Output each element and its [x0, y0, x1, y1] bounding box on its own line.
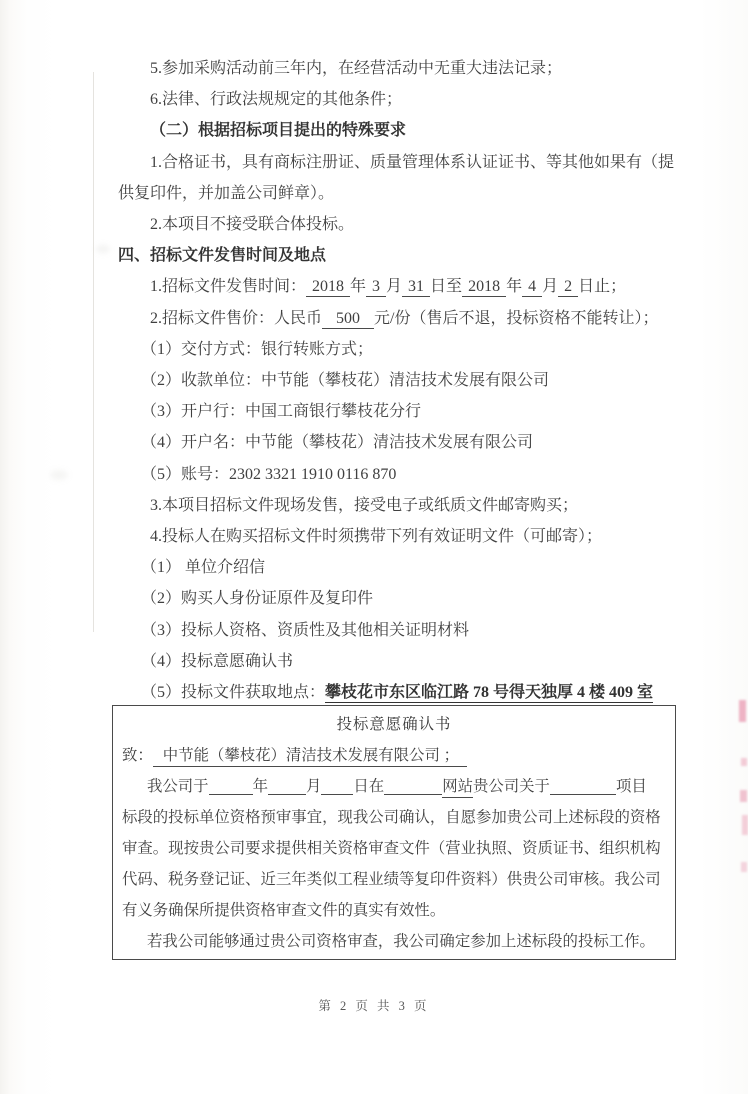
- scan-smudge: [50, 470, 68, 480]
- location-address: 攀枝花市东区临江路 78 号得天独厚 4 楼 409 室: [325, 684, 654, 702]
- text-line-item-5: 5.参加采购活动前三年内，在经营活动中无重大违法记录；: [150, 60, 563, 77]
- price-value: 500: [322, 310, 374, 329]
- day-label: 日在: [353, 778, 385, 795]
- text-line-para2: 若我公司能够通过贵公司资格审查，我公司确定参加上述标段的投标工作。: [147, 933, 655, 950]
- scan-bleed-mark: [742, 815, 748, 835]
- month-blank-field: [268, 779, 306, 795]
- sale-end-month: 4: [522, 278, 542, 297]
- text-line-item-3: 3.本项目招标文件现场发售，接受电子或纸质文件邮寄购买；: [150, 496, 579, 514]
- year-label: 年: [506, 278, 523, 296]
- sale-end-day: 2: [558, 278, 578, 297]
- site-label: 网站: [442, 778, 473, 798]
- to-label: 日至: [430, 278, 463, 296]
- sale-start-year: 2018: [306, 278, 350, 297]
- text-line-cert-2: 供复印件，并加盖公司鲜章）。: [118, 184, 335, 202]
- month-label: 月: [305, 778, 322, 795]
- text-line-no-consortium: 2.本项目不接受联合体投标。: [150, 216, 355, 234]
- text-line-item-4: 4.投标人在购买招标文件时须携带下列有效证明文件（可邮寄）；: [150, 528, 603, 546]
- website-blank-field: [384, 779, 442, 795]
- para1-start: 我公司于: [147, 778, 209, 795]
- text-line-to: [122, 740, 666, 771]
- text-line-para1: [122, 771, 666, 802]
- confirmation-title: 投标意愿确认书: [336, 716, 452, 733]
- text-line-doc-2: （2）购买人身份证原件及复印件: [141, 590, 374, 608]
- page-number-footer: 第 2 页 共 3 页: [318, 999, 430, 1013]
- location-prefix: （5）投标文件获取地点：: [141, 684, 326, 702]
- para1-end: 项目: [615, 778, 647, 795]
- text-line-pay-method: （1）交付方式：银行转账方式；: [141, 340, 374, 358]
- section-heading-sale-time: 四、招标文件发售时间及地点: [118, 247, 327, 265]
- text-line-bank: （3）开户行：中国工商银行攀枝花分行: [141, 403, 422, 421]
- to-company-name: 中节能（攀枝花）清洁技术发展有限公司 ；: [153, 747, 467, 767]
- scan-bleed-mark: [740, 790, 747, 802]
- scan-smudge: [96, 245, 110, 253]
- to-label: 致：: [122, 747, 153, 764]
- text-line-item-6: 6.法律、行政法规规定的其他条件；: [150, 91, 403, 109]
- year-blank-field: [209, 779, 253, 795]
- sale-time-prefix: 1.招标文件发售时间：: [150, 278, 307, 296]
- text-line-sale-time: [118, 271, 704, 302]
- price-suffix: 元/份（售后不退，投标资格不能转让）；: [374, 309, 659, 327]
- bid-intent-confirmation-box: [112, 705, 676, 960]
- text-line-account-name: （4）开户名：中节能（攀枝花）清洁技术发展有限公司: [141, 434, 534, 452]
- section-heading-special-requirements: （二）根据招标项目提出的特殊要求: [150, 122, 407, 140]
- sale-start-month: 3: [366, 278, 386, 297]
- year-label: 年: [252, 778, 268, 795]
- text-line-para1-cont1: 标段的投标单位资格预审事宜，现我公司确认，自愿参加贵公司上述标段的资格: [122, 809, 661, 826]
- text-line-price: [118, 303, 704, 334]
- scan-bleed-mark: [739, 700, 746, 722]
- document-body: [118, 53, 704, 708]
- text-line-para1-cont4: 有义务确保所提供资格审查文件的真实有效性。: [122, 902, 446, 919]
- end-label: 日止；: [578, 278, 627, 296]
- year-label: 年: [350, 278, 367, 296]
- scan-bleed-mark: [741, 862, 747, 872]
- sale-end-year: 2018: [462, 278, 506, 297]
- text-line-location: [118, 677, 704, 708]
- text-line-doc-3: （3）投标人资格、资质性及其他相关证明材料: [141, 621, 470, 639]
- day-blank-field: [321, 779, 353, 795]
- text-line-account-no: （5）账号：2302 3321 1910 0116 870: [141, 465, 397, 483]
- month-label: 月: [542, 278, 559, 296]
- text-line-payee: （2）收款单位：中节能（攀枝花）清洁技术发展有限公司: [141, 372, 550, 390]
- month-label: 月: [386, 278, 403, 296]
- scan-crease-line: [93, 72, 94, 632]
- para1-mid: 贵公司关于: [472, 778, 550, 795]
- text-line-doc-4: （4）投标意愿确认书: [141, 652, 294, 670]
- price-prefix: 2.招标文件售价：人民币: [150, 309, 323, 327]
- scan-bleed-mark: [741, 758, 747, 766]
- text-line-doc-1: （1） 单位介绍信: [141, 559, 266, 577]
- sale-start-day: 31: [402, 278, 430, 297]
- text-line-cert-1: 1.合格证书，具有商标注册证、质量管理体系认证证书、等其他如果有（提: [150, 153, 675, 171]
- text-line-para1-cont3: 代码、税务登记证、近三年类似工程业绩等复印件资料）供贵公司审核。我公司: [122, 871, 661, 888]
- text-line-para1-cont2: 审查。现按贵公司要求提供相关资格审查文件（营业执照、资质证书、组织机构: [122, 840, 661, 857]
- project-blank-field: [550, 779, 616, 795]
